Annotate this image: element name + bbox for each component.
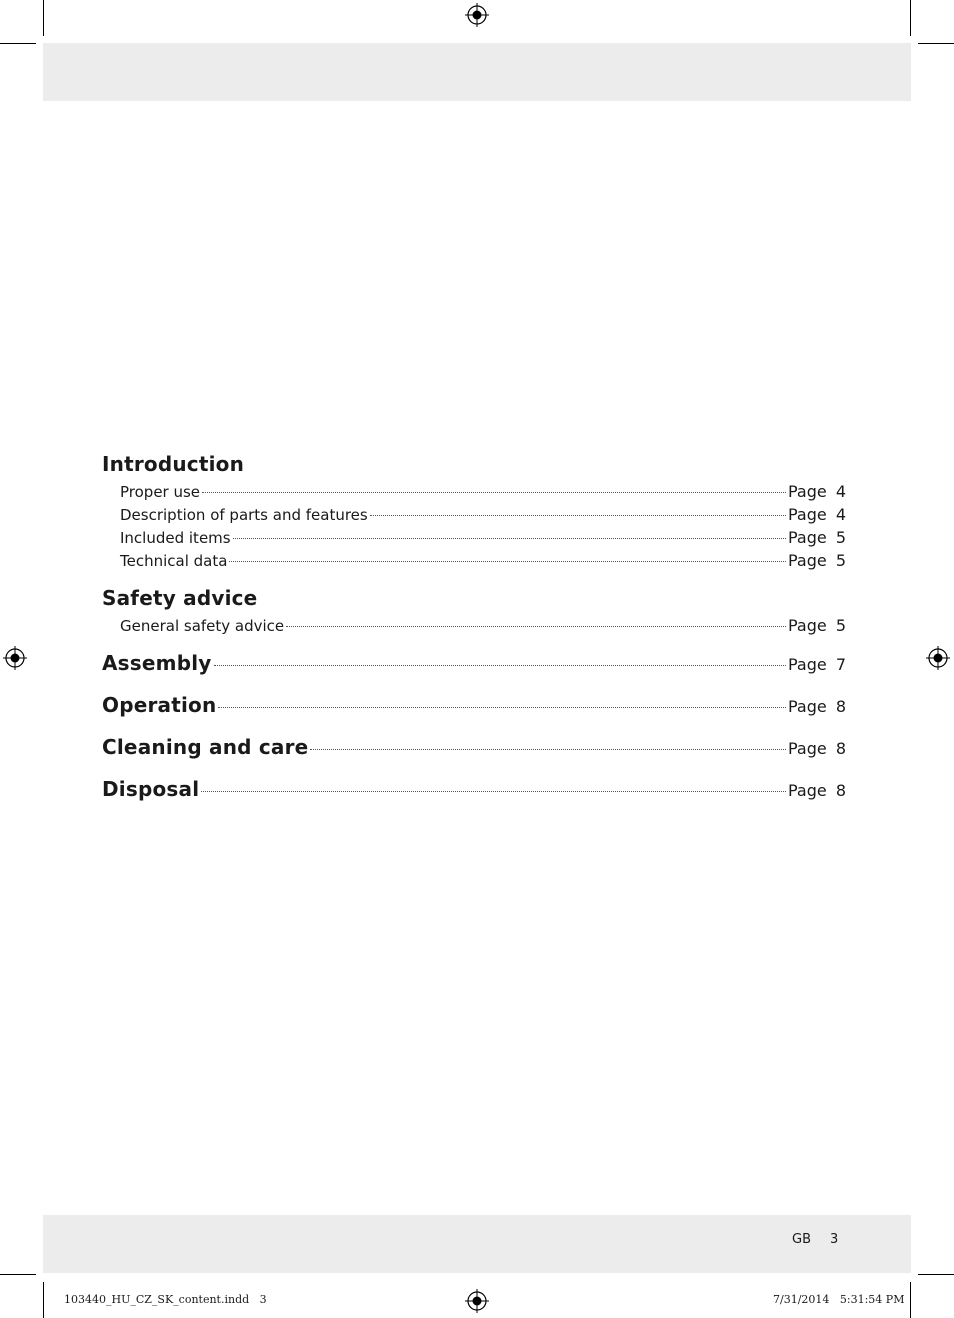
page-word: Page bbox=[788, 781, 827, 800]
print-slug-datetime: 7/31/2014 5:31:54 PM bbox=[773, 1293, 905, 1306]
page-number: 4 bbox=[835, 482, 846, 501]
print-slug-filename: 103440_HU_CZ_SK_content.indd 3 bbox=[64, 1293, 267, 1306]
page-number: 8 bbox=[835, 781, 846, 800]
toc-item-label: Technical data bbox=[120, 552, 228, 570]
dot-leader bbox=[201, 791, 786, 792]
page-number: 7 bbox=[835, 655, 846, 674]
toc-section-safety-advice bbox=[102, 586, 846, 639]
toc-item[interactable] bbox=[102, 551, 846, 574]
crop-mark bbox=[43, 0, 44, 36]
page-word: Page bbox=[788, 655, 827, 674]
dot-leader bbox=[214, 665, 786, 666]
page-word: Page bbox=[788, 739, 827, 758]
page-number: 5 bbox=[835, 528, 846, 547]
page-number: 8 bbox=[835, 697, 846, 716]
crop-mark bbox=[43, 1282, 44, 1318]
dot-leader bbox=[218, 707, 786, 708]
crop-mark bbox=[918, 43, 954, 44]
dot-leader bbox=[202, 492, 786, 493]
footer-language-code: GB bbox=[792, 1232, 811, 1247]
crop-mark bbox=[0, 1274, 36, 1275]
crop-mark bbox=[910, 0, 911, 36]
dot-leader bbox=[310, 749, 786, 750]
toc-section-introduction bbox=[102, 452, 846, 574]
header-band bbox=[43, 43, 911, 101]
crop-mark bbox=[910, 1282, 911, 1318]
page-word: Page bbox=[788, 616, 827, 635]
toc-item[interactable] bbox=[102, 482, 846, 505]
page-number: 5 bbox=[835, 616, 846, 635]
toc-heading[interactable] bbox=[102, 693, 846, 723]
toc-item-label: General safety advice bbox=[120, 617, 285, 635]
toc-section-disposal bbox=[102, 777, 846, 807]
page-word: Page bbox=[788, 482, 827, 501]
crop-mark bbox=[918, 1274, 954, 1275]
dot-leader bbox=[229, 561, 786, 562]
page-number: 8 bbox=[835, 739, 846, 758]
toc-section-operation bbox=[102, 693, 846, 723]
toc-heading[interactable] bbox=[102, 735, 846, 765]
toc-heading-title: Safety advice bbox=[102, 586, 258, 610]
page-word: Page bbox=[788, 697, 827, 716]
toc-heading-title: Introduction bbox=[102, 452, 245, 476]
page-word: Page bbox=[788, 551, 827, 570]
footer-page-number: 3 bbox=[830, 1232, 839, 1247]
table-of-contents bbox=[102, 452, 846, 819]
footer-band bbox=[43, 1215, 911, 1273]
toc-item[interactable] bbox=[102, 505, 846, 528]
toc-heading-title: Cleaning and care bbox=[102, 735, 309, 759]
dot-leader bbox=[370, 515, 786, 516]
toc-item-label: Proper use bbox=[120, 483, 201, 501]
dot-leader bbox=[233, 538, 786, 539]
toc-heading[interactable] bbox=[102, 651, 846, 681]
registration-mark-icon bbox=[3, 646, 27, 670]
toc-heading-title: Assembly bbox=[102, 651, 212, 675]
toc-heading-title: Operation bbox=[102, 693, 217, 717]
toc-heading-title: Disposal bbox=[102, 777, 200, 801]
toc-item-label: Included items bbox=[120, 529, 231, 547]
toc-item[interactable] bbox=[102, 528, 846, 551]
toc-heading[interactable] bbox=[102, 452, 846, 482]
page-word: Page bbox=[788, 505, 827, 524]
toc-section-assembly bbox=[102, 651, 846, 681]
toc-item-label: Description of parts and features bbox=[120, 506, 368, 524]
page-number: 4 bbox=[835, 505, 846, 524]
registration-mark-icon bbox=[465, 1289, 489, 1313]
toc-heading[interactable] bbox=[102, 777, 846, 807]
registration-mark-icon bbox=[926, 646, 950, 670]
page-number: 5 bbox=[835, 551, 846, 570]
crop-mark bbox=[0, 43, 36, 44]
registration-mark-icon bbox=[465, 3, 489, 27]
toc-heading[interactable] bbox=[102, 586, 846, 616]
page-word: Page bbox=[788, 528, 827, 547]
dot-leader bbox=[286, 626, 786, 627]
toc-section-cleaning-and-care bbox=[102, 735, 846, 765]
toc-item[interactable] bbox=[102, 616, 846, 639]
